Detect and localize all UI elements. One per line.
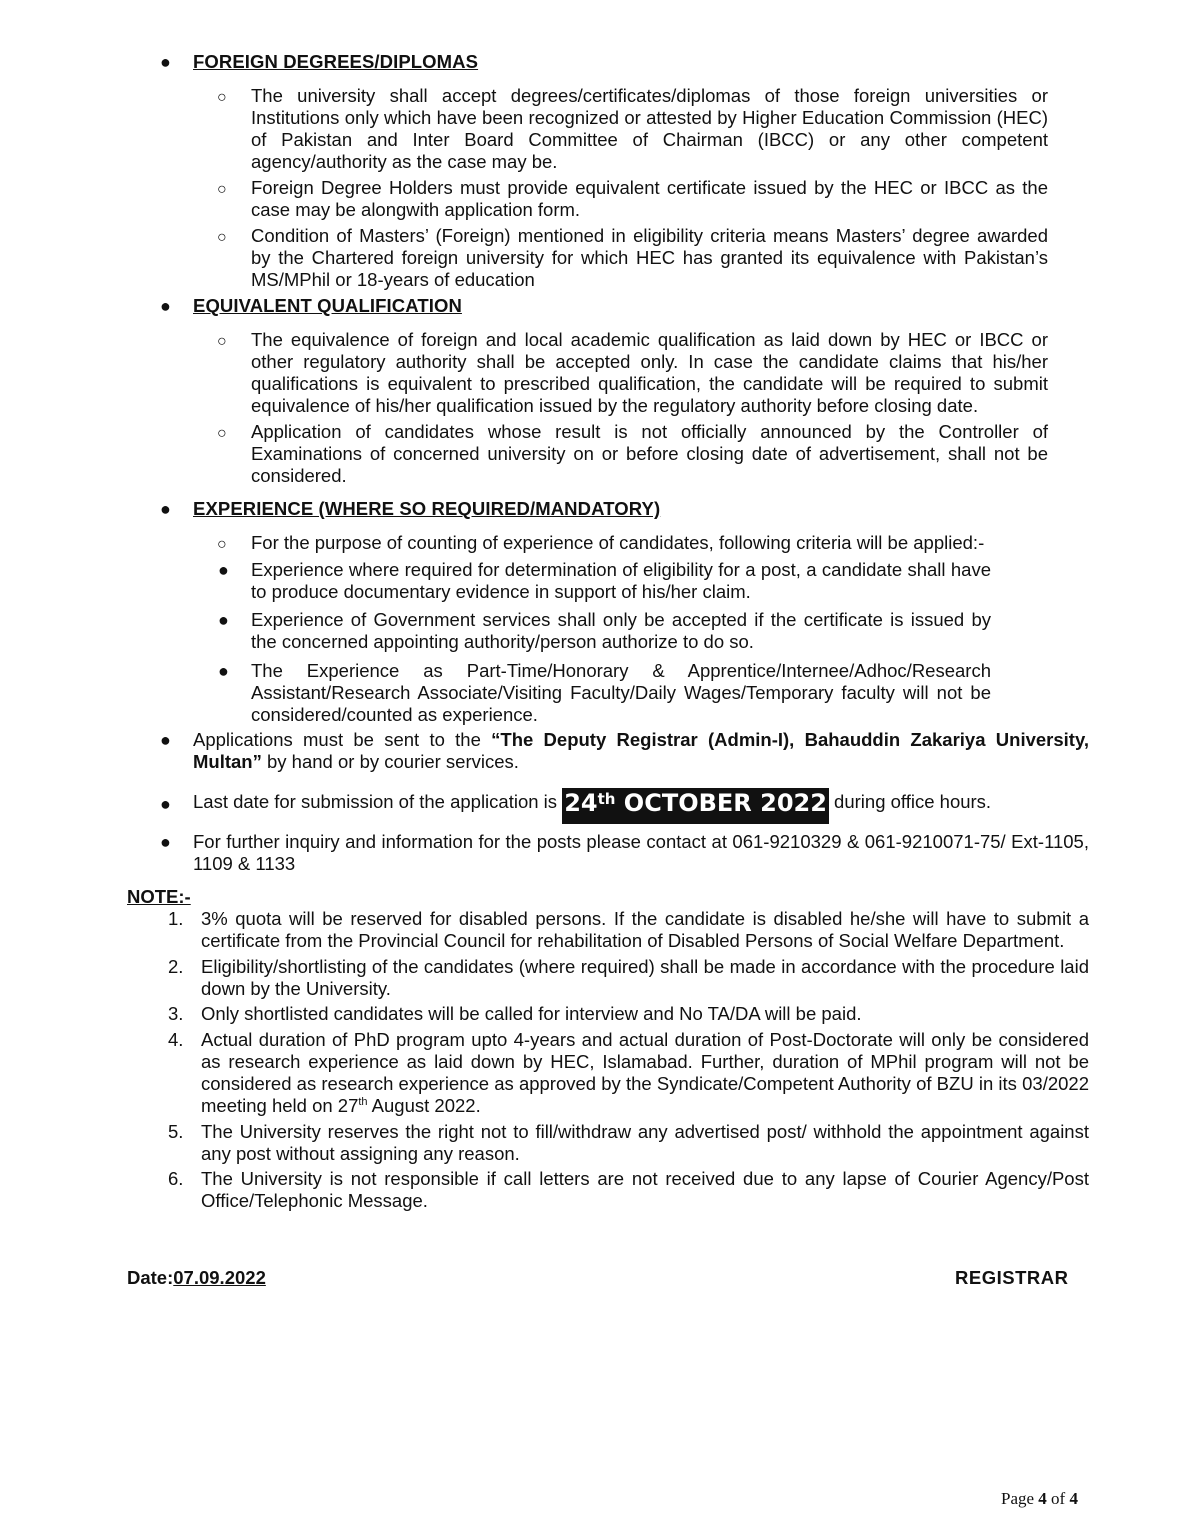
note-item-6: The University is not responsible if call letters are not received due to any lapse of Courier Agency/Post Office/Telephonic Message. xyxy=(201,1168,1089,1211)
section-heading-experience: EXPERIENCE (WHERE SO REQUIRED/MANDATORY) xyxy=(193,498,661,519)
note-number: 4. xyxy=(168,1029,184,1050)
inquiry-paragraph: For further inquiry and information for the posts please contact at 061-9210329 & 061-9210071-75/ Ext-1105, 1109 & 1133 xyxy=(193,831,1089,874)
last-date-day: 24 xyxy=(564,789,598,817)
bullet: ● xyxy=(160,832,171,852)
date-value: 07.09.2022 xyxy=(173,1267,266,1288)
foreign-item-2: Foreign Degree Holders must provide equivalent certificate issued by the HEC or IBCC as the case may be alongwith application form. xyxy=(251,177,1048,220)
page-current: 4 xyxy=(1038,1489,1047,1508)
bullet: ● xyxy=(160,52,171,72)
sub-bullet: ○ xyxy=(217,536,227,553)
page-number xyxy=(1001,1488,1078,1510)
note-number: 2. xyxy=(168,956,184,977)
note-number: 1. xyxy=(168,908,184,929)
experience-item-1: Experience where required for determination of eligibility for a post, a candidate shall have to produce documentary evidence in support of his/her claim. xyxy=(251,559,991,602)
page-label: Page xyxy=(1001,1489,1039,1508)
sub-bullet: ○ xyxy=(217,425,227,442)
equivalent-item-1: The equivalence of foreign and local academic qualification as laid down by HEC or IBCC or other regulatory authority shall be accepted only. In case the candidate claims that his/her qualifications is equivalent to prescribed qualification, the candidate will be required to submit equivalence of his/her qualification issued by the regulatory authority before closing date. xyxy=(251,329,1048,416)
sub-bullet: ○ xyxy=(217,333,227,350)
date-line xyxy=(127,1267,266,1289)
note-item-1: 3% quota will be reserved for disabled persons. If the candidate is disabled he/she will have to submit a certificate from the Provincial Council for rehabilitation of Disabled Persons of Social Welfare Department. xyxy=(201,908,1089,951)
note-title: NOTE:- xyxy=(127,886,191,907)
page-total: 4 xyxy=(1069,1489,1078,1508)
note-number: 6. xyxy=(168,1168,184,1189)
equivalent-item-2: Application of candidates whose result is not officially announced by the Controller of Examinations of concerned university on or before closing date of advertisement, shall not be considered. xyxy=(251,421,1048,486)
note-item-5: The University reserves the right not to fill/withdraw any advertised post/ withhold the appointment against any post without assigning any reason. xyxy=(201,1121,1089,1164)
sub-bullet: ● xyxy=(218,661,229,681)
page-of: of xyxy=(1046,1489,1070,1508)
sub-bullet: ○ xyxy=(217,89,227,106)
note-number: 3. xyxy=(168,1003,184,1024)
sub-bullet: ○ xyxy=(217,229,227,246)
sub-bullet: ○ xyxy=(217,181,227,198)
note-item-4 xyxy=(201,1029,1089,1117)
note-item-4-text-end: August 2022. xyxy=(367,1095,481,1116)
bullet: ● xyxy=(160,296,171,316)
sub-bullet: ● xyxy=(218,560,229,580)
sub-bullet: ● xyxy=(218,610,229,630)
last-date-highlight xyxy=(562,788,829,824)
experience-item-3: The Experience as Part-Time/Honorary & Apprentice/Internee/Adhoc/Research Assistant/Research Associate/Visiting Faculty/Daily Wages/Temporary faculty will not be considered/counted as experience. xyxy=(251,660,991,725)
last-date-text-end: during office hours. xyxy=(828,791,992,812)
section-heading-foreign: FOREIGN DEGREES/DIPLOMAS xyxy=(193,51,479,72)
applications-paragraph xyxy=(193,729,1089,773)
applications-text-end: by hand or by courier services. xyxy=(261,751,519,772)
bullet: ● xyxy=(160,794,171,814)
last-date-suffix: th xyxy=(597,790,616,808)
note-item-4-sup: th xyxy=(358,1095,368,1108)
last-date-month-year: OCTOBER 2022 xyxy=(615,789,827,817)
note-number: 5. xyxy=(168,1121,184,1142)
bullet: ● xyxy=(160,730,171,750)
experience-item-2: Experience of Government services shall only be accepted if the certificate is issued by the concerned appointing authority/person authorize to do so. xyxy=(251,609,991,652)
signatory: REGISTRAR xyxy=(955,1267,1069,1288)
date-label: Date: xyxy=(127,1267,174,1288)
foreign-item-3: Condition of Masters’ (Foreign) mentioned in eligibility criteria means Masters’ degree awarded by the Chartered foreign university for which HEC has granted its equivalence with Pakistan’s MS/MPhil or 18-years of education xyxy=(251,225,1048,290)
note-item-4-text: Actual duration of PhD program upto 4-years and actual duration of Post-Doctorate will only be considered as research experience as laid down by HEC, Islamabad. Further, duration of MPhil program will not be considered as research experience as approved by the Syndicate/Competent Authority of BZU in its 03/2022 meeting held on 27 xyxy=(201,1029,1089,1116)
note-item-3: Only shortlisted candidates will be called for interview and No TA/DA will be paid. xyxy=(201,1003,862,1024)
applications-address: “The Deputy Registrar (Admin-I), Bahauddin Zakariya University, Multan” xyxy=(193,729,1090,772)
section-heading-equivalent: EQUIVALENT QUALIFICATION xyxy=(193,295,462,316)
last-date-text: Last date for submission of the application is xyxy=(193,791,563,812)
last-date-paragraph xyxy=(193,784,1089,824)
bullet: ● xyxy=(160,499,171,519)
experience-intro: For the purpose of counting of experience of candidates, following criteria will be applied:- xyxy=(251,532,985,553)
note-item-2: Eligibility/shortlisting of the candidates (where required) shall be made in accordance with the procedure laid down by the University. xyxy=(201,956,1089,999)
applications-text: Applications must be sent to the xyxy=(193,729,492,750)
foreign-item-1: The university shall accept degrees/certificates/diplomas of those foreign universities or Institutions only which have been recognized or attested by Higher Education Commission (HEC) of Pakistan and Inter Board Committee of Chairman (IBCC) or any other competent agency/authority as the case may be. xyxy=(251,85,1048,172)
